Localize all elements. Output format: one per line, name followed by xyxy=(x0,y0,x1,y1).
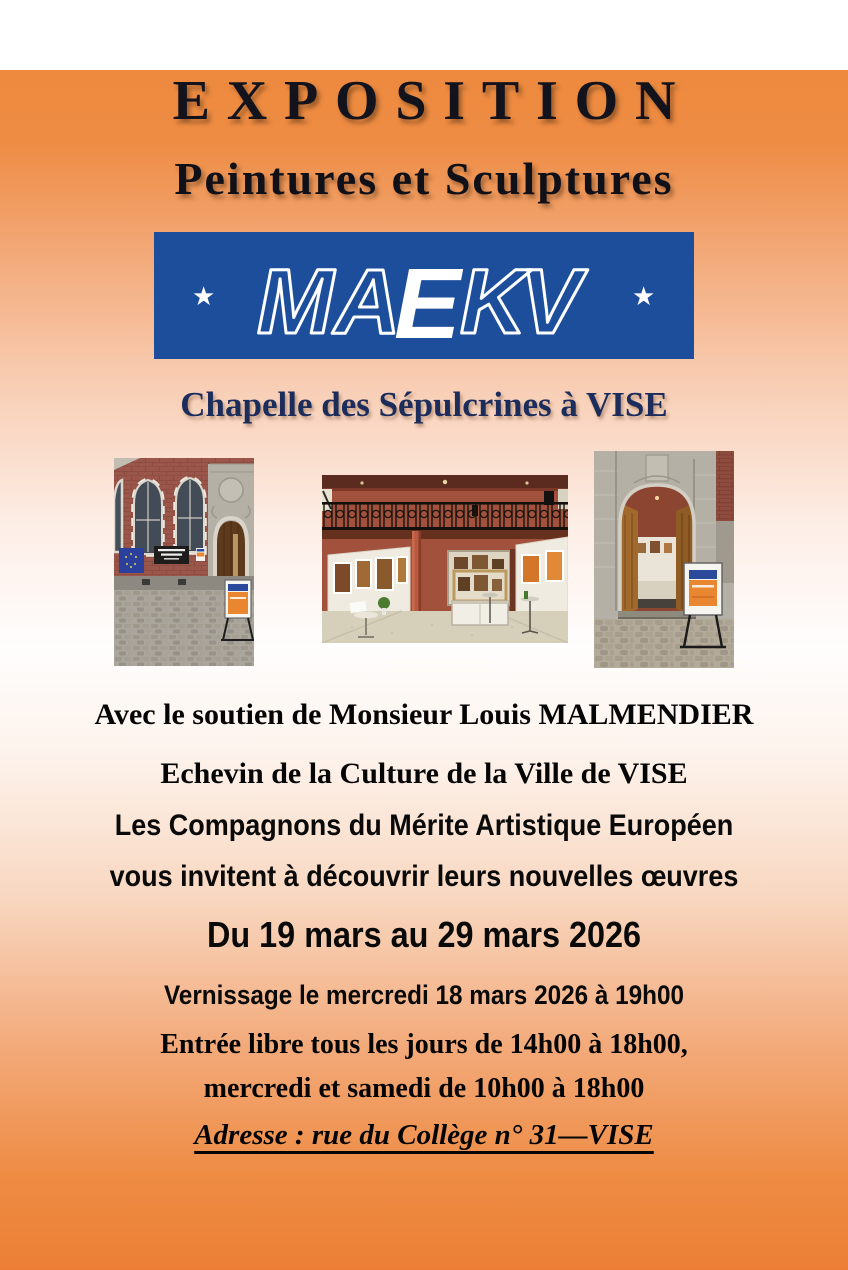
invite-line-1: Les Compagnons du Mérite Artistique Européen xyxy=(114,809,734,843)
hours-line-2: mercredi et samedi de 10h00 à 18h00 xyxy=(203,1073,645,1105)
support-line-2: Echevin de la Culture de la Ville de VISE xyxy=(160,756,688,790)
support-line-1: Avec le soutien de Monsieur Louis MALMENDIER xyxy=(94,698,754,732)
dates-line: Du 19 mars au 29 mars 2026 xyxy=(206,914,642,956)
svg-text:A: A xyxy=(334,251,401,354)
vernissage-line: Vernissage le mercredi 18 mars 2026 à 19h00 xyxy=(163,979,685,1010)
svg-text:K: K xyxy=(460,251,527,354)
hours-line-1: Entrée libre tous les jours de 14h00 à 18h00, xyxy=(160,1028,688,1060)
photo-entrance-portal xyxy=(594,451,734,668)
display-cabinet xyxy=(452,571,508,625)
star-left-icon: ★ xyxy=(192,282,216,313)
brick-corner xyxy=(716,451,734,521)
venue-line: Chapelle des Sépulcrines à VISE xyxy=(180,385,668,425)
photo-gallery-interior xyxy=(322,475,568,643)
svg-text:V: V xyxy=(520,251,582,354)
maekv-logo-banner xyxy=(154,232,694,359)
cobblestone-ground xyxy=(594,619,734,668)
photo-chapel-facade xyxy=(114,458,254,666)
maekv-logo xyxy=(154,232,694,359)
svg-text:M: M xyxy=(257,251,334,354)
exposition-poster xyxy=(0,70,848,1270)
svg-text:E: E xyxy=(394,248,461,360)
balcony-fascia xyxy=(322,530,568,539)
logo-letters xyxy=(257,248,588,359)
poster-title: EXPOSITION xyxy=(172,70,693,132)
star-right-icon: ★ xyxy=(632,282,656,313)
invite-line-2: vous invitent à découvrir leurs nouvelles œuvres xyxy=(109,859,739,893)
right-display-panels xyxy=(516,537,568,621)
poster-subtitle: Peintures et Sculptures xyxy=(174,152,674,204)
address-line: Adresse : rue du Collège n° 31—VISE xyxy=(194,1119,654,1152)
photo-row xyxy=(0,451,848,668)
entrance-interior-view xyxy=(620,485,694,617)
